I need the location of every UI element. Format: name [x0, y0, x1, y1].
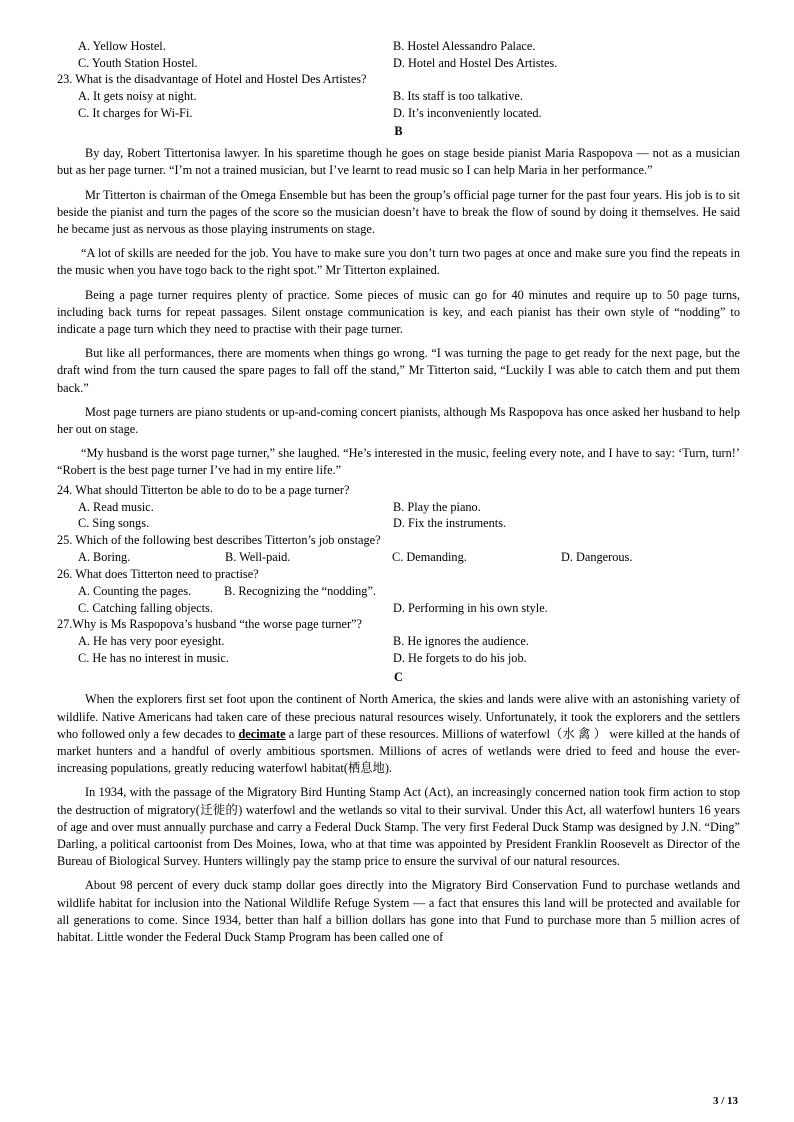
q26-option-c: C. Catching falling objects.	[78, 600, 213, 615]
q25-options-row	[57, 549, 740, 566]
section-b-paragraph: Being a page turner requires plenty of practice. Some pieces of music can go for 40 minutes and require up to 50 page turns, including back turns for repeat passages. Silent onstage communication is key, and each pianist has their own style of “nodding” to indicate a page turn which they need to practise with their page turner.	[57, 287, 740, 337]
q26-option-a: A. Counting the pages.	[78, 583, 192, 598]
section-b-paragraph: “My husband is the worst page turner,” she laughed. “He’s interested in the music, feeling every note, and I have to say: ‘Turn, turn!’ “Robert is the best page turner I’ve had in my entire life.”	[57, 446, 740, 478]
page-number: 3 / 13	[712, 1095, 738, 1107]
q27-option-c: C. He has no interest in music.	[78, 650, 229, 665]
exam-page	[57, 38, 740, 953]
q22-options-row1	[57, 38, 740, 55]
section-b-paragraph: But like all performances, there are moments when things go wrong. “I was turning the page to get ready for the next page, but the draft wind from the turn caused the spare pages to fall off the stand,” Mr Titterton said, “Luckily I was able to catch them and put them back.”	[57, 346, 740, 395]
q23-option-d: D. It’s inconveniently located.	[393, 105, 542, 120]
q24-option-c: C. Sing songs.	[78, 516, 150, 531]
q27-option-d: D. He forgets to do his job.	[393, 650, 527, 665]
q23-stem: 23. What is the disadvantage of Hotel and Hostel Des Artistes?	[57, 72, 367, 86]
q25-stem: 25. Which of the following best describes Titterton’s job onstage?	[57, 532, 381, 547]
q25-option-b: B. Well-paid.	[225, 549, 291, 564]
section-b-heading: B	[394, 124, 403, 138]
q22-option-d: D. Hotel and Hostel Des Artistes.	[393, 55, 558, 70]
section-b-paragraph: Most page turners are piano students or up-and-coming concert pianists, although Ms Raspopova has once asked her husband to help her out on stage.	[57, 404, 740, 437]
q24-options-row2	[57, 515, 740, 532]
q22-option-c: C. Youth Station Hostel.	[78, 55, 198, 70]
section-c-p1-text-a: When the explorers first set foot upon the continent of North America, the skies and lands were alive with an astonishing variety of wildlife. Native Americans had taken care of these precious natural resources wisely. Unfortunately, it took the explorers and the settlers who followed only a few decades to	[57, 692, 740, 741]
q25-option-d: D. Dangerous.	[561, 549, 633, 564]
q23-options-row1	[57, 88, 740, 105]
q27-option-b: B. He ignores the audience.	[393, 634, 529, 649]
q27-options-row2	[57, 650, 740, 667]
section-b-paragraph: By day, Robert Tittertonisa lawyer. In his sparetime though he goes on stage beside pianist Maria Raspopova — not as a musician but as her page turner. “I’m not a trained musician, but I’ve learnt to read music so I can help Maria in her performance.”	[57, 146, 740, 178]
q26-options-row1	[57, 583, 740, 600]
q24-option-b: B. Play the piano.	[393, 499, 481, 514]
q24-option-d: D. Fix the instruments.	[393, 516, 507, 531]
decimate-word: decimate	[238, 726, 286, 741]
q26-options-row2	[57, 600, 740, 617]
q26-option-d: D. Performing in his own style.	[393, 600, 548, 615]
q22-option-b: B. Hostel Alessandro Palace.	[393, 39, 536, 53]
q26-option-b: B. Recognizing the “nodding”.	[224, 583, 376, 598]
q23-option-c: C. It charges for Wi-Fi.	[78, 105, 193, 120]
section-c-paragraph-3: About 98 percent of every duck stamp dollar goes directly into the Migratory Bird Conservation Fund to purchase wetlands and wildlife habitat for inclusion into the National Wildlife Refuge System — a fact that ensures this land will be protected and available for all generations to come. Since 1934, better than half a billion dollars has gone into that Fund to purchase more than 5 million acres of habitat. Little wonder the Federal Duck Stamp Program has been called one of	[57, 878, 740, 944]
section-b-paragraph: Mr Titterton is chairman of the Omega Ensemble but has been the group’s official page turner for the past four years. His job is to sit beside the pianist and turn the pages of the score so the musician doesn’t have to break the flow of sound by doing it themselves. He said he became just as nervous as those playing instruments on stage.	[57, 187, 740, 237]
q22-option-a: A. Yellow Hostel.	[78, 39, 166, 53]
q24-options-row1	[57, 499, 740, 516]
q22-options-row2	[57, 55, 740, 72]
section-b-paragraph: “A lot of skills are needed for the job. You have to make sure you don’t turn two pages at once and make sure you find the repeats in the music when you have togo back to the right spot.” Mr Titterton explained.	[57, 246, 740, 278]
q23-option-a: A. It gets noisy at night.	[78, 89, 197, 103]
q23-options-row2	[57, 105, 740, 122]
section-c-heading: C	[394, 670, 403, 685]
section-c-p1-text-b: a large part of these resources. Millions of waterfowl（水 禽 ） were killed at the hands of market hunters and a handful of overly ambitious sportsmen. Millions of acres of wetlands were dried to feed and house the ever-increasing populations, greatly reducing waterfowl habitat(栖息地).	[57, 726, 740, 776]
q23-option-b: B. Its staff is too talkative.	[393, 89, 523, 103]
q24-stem: 24. What should Titterton be able to do to be a page turner?	[57, 482, 350, 497]
q24-option-a: A. Read music.	[78, 499, 154, 514]
section-c-paragraph-1	[57, 691, 740, 777]
q25-option-a: A. Boring.	[78, 549, 131, 564]
q27-option-a: A. He has very poor eyesight.	[78, 634, 225, 649]
q27-options-row1	[57, 633, 740, 650]
q26-stem: 26. What does Titterton need to practise?	[57, 566, 259, 581]
q25-option-c: C. Demanding.	[392, 549, 467, 564]
section-c-paragraph-2: In 1934, with the passage of the Migratory Bird Hunting Stamp Act (Act), an increasingly concerned nation took firm action to stop the destruction of migratory(迁徙的) waterfowl and the wetlands so vital to their survival. Under this Act, all waterfowl hunters 16 years of age and over must annually purchase and carry a Federal Duck Stamp. The very first Federal Duck Stamp was designed by J.N. “Ding” Darling, a political cartoonist from Des Moines, Iowa, who at that time was appointed by President Franklin Roosevelt as Director of the Bureau of Biological Survey. Hunters willingly pay the stamp price to ensure the survival of our natural resources.	[57, 785, 740, 869]
q27-stem: 27.Why is Ms Raspopova’s husband “the worse page turner”?	[57, 617, 362, 632]
